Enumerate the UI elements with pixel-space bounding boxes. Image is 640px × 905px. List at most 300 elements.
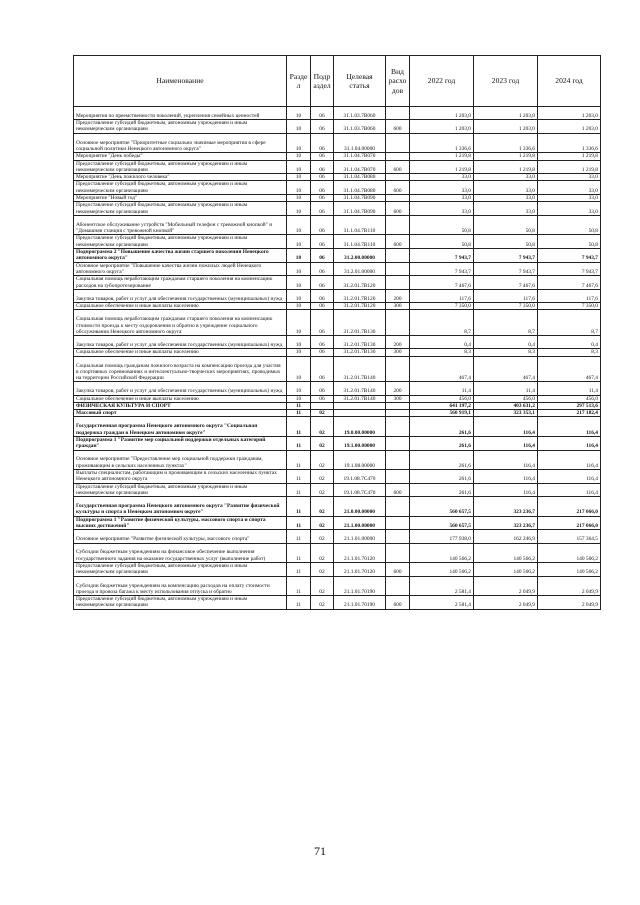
row-podrazdel-cell: 06 — [311, 349, 334, 356]
row-2022-cell: 50,8 — [410, 235, 474, 249]
row-target-cell: 31.2.01.7В130 — [334, 349, 386, 356]
row-2022-cell: 560 657,5 — [410, 497, 474, 517]
row-target-cell: 21.1.00.00000 — [334, 516, 386, 530]
row-target-cell: 21.1.01.70190 — [334, 596, 386, 610]
row-target-cell: 21.1.01.00000 — [334, 530, 386, 543]
row-vid-cell — [386, 402, 410, 409]
row-podrazdel-cell: 06 — [311, 181, 334, 195]
row-vid-cell: 200 — [386, 336, 410, 349]
row-2024-cell: 116,4 — [538, 450, 601, 470]
row-2023-cell: 162 246,9 — [474, 530, 538, 543]
header-2023: 2023 год — [474, 56, 538, 107]
row-target-cell: 19.1.08.00000 — [334, 450, 386, 470]
row-vid-cell — [386, 107, 410, 120]
row-name-cell: Подпрограмма 2 "Повышение качества жизни старшего поколения Ненецкого автономного округа" — [74, 249, 287, 263]
row-2022-cell: 1 219,8 — [410, 160, 474, 174]
row-vid-cell: 200 — [386, 289, 410, 302]
row-target-cell: 31.1.03.7В060 — [334, 120, 386, 134]
row-target-cell: 21.1.01.70120 — [334, 543, 386, 563]
row-target-cell: 19.0.00.00000 — [334, 417, 386, 437]
row-name-cell: Социальная помощь гражданам пожилого возраста на компенсацию проезда для участия в спортивных соревнованиях и интеллектуально-творческих мероприятиях, проводимых на территории Российской Федерации — [74, 356, 287, 382]
row-2023-cell: 8,3 — [474, 349, 538, 356]
row-vid-cell — [386, 310, 410, 336]
row-2023-cell: 403 631,2 — [474, 402, 538, 409]
row-vid-cell — [386, 249, 410, 263]
row-name-cell: Предоставление субсидий бюджетным, автономным учреждениям и иным некоммерческим организациям — [74, 160, 287, 174]
row-vid-cell: 600 — [386, 563, 410, 577]
row-2023-cell: 323 236,7 — [474, 497, 538, 517]
table-row — [74, 497, 601, 517]
row-podrazdel-cell: 06 — [311, 289, 334, 302]
row-podrazdel-cell: 06 — [311, 120, 334, 134]
row-podrazdel-cell: 02 — [311, 516, 334, 530]
row-2024-cell: 456,0 — [538, 395, 601, 402]
row-2024-cell: 33,0 — [538, 174, 601, 181]
row-2023-cell: 50,8 — [474, 215, 538, 235]
table-row — [74, 107, 601, 120]
row-2023-cell: 116,4 — [474, 470, 538, 484]
row-razdel-cell: 10 — [287, 382, 311, 395]
row-2022-cell: 261,6 — [410, 417, 474, 437]
row-name-cell: Абонентское обслуживание устройств "Мобильный телефон с тревожной кнопкой" и "Домашняя станция с тревожной кнопкой" — [74, 215, 287, 235]
row-podrazdel-cell: 06 — [311, 235, 334, 249]
row-target-cell — [334, 402, 386, 409]
header-target: Целевая статья — [334, 56, 386, 107]
row-podrazdel-cell: 06 — [311, 195, 334, 202]
row-2022-cell: 261,6 — [410, 450, 474, 470]
table-row — [74, 356, 601, 382]
table-row — [74, 303, 601, 310]
row-2023-cell: 33,0 — [474, 195, 538, 202]
row-razdel-cell: 10 — [287, 289, 311, 302]
table-row — [74, 215, 601, 235]
row-name-cell: ФИЗИЧЕСКАЯ КУЛЬТУРА И СПОРТ — [74, 402, 287, 409]
row-podrazdel-cell: 06 — [311, 262, 334, 276]
row-target-cell: 31.1.04.7В090 — [334, 195, 386, 202]
row-razdel-cell: 11 — [287, 530, 311, 543]
row-razdel-cell: 10 — [287, 249, 311, 263]
row-2022-cell: 467,4 — [410, 356, 474, 382]
row-name-cell: Социальная помощь неработающим гражданам старшего поколения на компенсацию расходов на зубопротезирование — [74, 276, 287, 290]
row-name-cell: Государственная программа Ненецкого автономного округа "Социальная поддержка граждан в Ненецком автономном округе" — [74, 417, 287, 437]
row-2022-cell: 7 943,7 — [410, 249, 474, 263]
row-name-cell: Государственная программа Ненецкого автономного округа "Развитие физической культуры и спорта в Ненецком автономном округе" — [74, 497, 287, 517]
row-name-cell: Социальное обеспечение и иные выплаты населению — [74, 349, 287, 356]
table-row — [74, 436, 601, 450]
header-2024: 2024 год — [538, 56, 601, 107]
row-name-cell: Мероприятие "День победы" — [74, 153, 287, 160]
row-podrazdel-cell: 06 — [311, 310, 334, 336]
row-2022-cell: 11,4 — [410, 382, 474, 395]
row-name-cell: Предоставление субсидий бюджетным, автономным учреждениям и иным некоммерческим организациям — [74, 202, 287, 216]
row-2024-cell: 50,8 — [538, 235, 601, 249]
row-2023-cell: 116,4 — [474, 417, 538, 437]
row-2022-cell: 0,4 — [410, 336, 474, 349]
row-razdel-cell: 10 — [287, 276, 311, 290]
row-2024-cell: 1 219,8 — [538, 153, 601, 160]
table-row — [74, 174, 601, 181]
row-vid-cell: 600 — [386, 120, 410, 134]
row-2023-cell: 467,4 — [474, 356, 538, 382]
row-2024-cell: 116,4 — [538, 417, 601, 437]
row-2022-cell: 7 350,0 — [410, 303, 474, 310]
row-vid-cell: 600 — [386, 235, 410, 249]
row-2024-cell: 2 049,9 — [538, 576, 601, 596]
row-target-cell: 21.0.00.00000 — [334, 497, 386, 517]
row-target-cell: 31.2.01.7В120 — [334, 276, 386, 290]
row-podrazdel-cell: 02 — [311, 417, 334, 437]
row-podrazdel-cell: 06 — [311, 153, 334, 160]
table-row — [74, 563, 601, 577]
row-razdel-cell: 10 — [287, 215, 311, 235]
row-2023-cell: 2 049,9 — [474, 596, 538, 610]
row-2022-cell: 560 919,1 — [410, 410, 474, 417]
row-podrazdel-cell: 06 — [311, 276, 334, 290]
row-podrazdel-cell: 06 — [311, 174, 334, 181]
row-name-cell: Основное мероприятие "Развитие физической культуры, массового спорта" — [74, 530, 287, 543]
row-vid-cell — [386, 174, 410, 181]
row-2022-cell: 1 203,0 — [410, 120, 474, 134]
row-2024-cell: 8,3 — [538, 349, 601, 356]
row-razdel-cell: 10 — [287, 195, 311, 202]
row-2023-cell: 1 203,0 — [474, 107, 538, 120]
row-2023-cell: 116,4 — [474, 483, 538, 497]
row-razdel-cell: 11 — [287, 402, 311, 409]
row-2022-cell: 2 581,4 — [410, 576, 474, 596]
row-target-cell: 31.1.04.7В080 — [334, 174, 386, 181]
row-name-cell: Предоставление субсидий бюджетным, автономным учреждениям и иным некоммерческим организациям — [74, 596, 287, 610]
row-2022-cell: 2 581,4 — [410, 596, 474, 610]
row-razdel-cell: 11 — [287, 436, 311, 450]
row-target-cell: 21.1.01.70120 — [334, 563, 386, 577]
row-2022-cell: 560 657,5 — [410, 516, 474, 530]
row-podrazdel-cell: 02 — [311, 470, 334, 484]
row-target-cell: 31.1.04.00000 — [334, 133, 386, 153]
row-razdel-cell: 10 — [287, 235, 311, 249]
row-2022-cell: 261,6 — [410, 436, 474, 450]
budget-table — [73, 55, 601, 610]
row-2024-cell: 7 943,7 — [538, 249, 601, 263]
row-name-cell: Предоставление субсидий бюджетным, автономным учреждениям и иным некоммерческим организациям — [74, 563, 287, 577]
row-razdel-cell: 10 — [287, 133, 311, 153]
row-2023-cell: 7 943,7 — [474, 249, 538, 263]
row-podrazdel-cell: 06 — [311, 107, 334, 120]
table-row — [74, 516, 601, 530]
row-2024-cell: 116,4 — [538, 483, 601, 497]
row-2022-cell: 140 566,2 — [410, 563, 474, 577]
row-target-cell: 31.1.04.7В070 — [334, 160, 386, 174]
row-razdel-cell: 11 — [287, 543, 311, 563]
page-number: 71 — [314, 844, 326, 858]
row-2024-cell: 0,4 — [538, 336, 601, 349]
row-razdel-cell: 10 — [287, 356, 311, 382]
row-razdel-cell: 10 — [287, 310, 311, 336]
table-row — [74, 395, 601, 402]
row-razdel-cell: 10 — [287, 303, 311, 310]
row-2023-cell: 1 203,0 — [474, 120, 538, 134]
row-target-cell: 31.1.04.7В070 — [334, 153, 386, 160]
row-razdel-cell: 11 — [287, 596, 311, 610]
row-vid-cell — [386, 262, 410, 276]
table-row — [74, 181, 601, 195]
row-2024-cell: 50,8 — [538, 215, 601, 235]
row-2024-cell: 11,4 — [538, 382, 601, 395]
table-row — [74, 349, 601, 356]
row-2024-cell: 116,4 — [538, 436, 601, 450]
row-target-cell: 19.1.08.7С470 — [334, 470, 386, 484]
table-row — [74, 202, 601, 216]
row-name-cell: Предоставление субсидий бюджетным, автономным учреждениям и иным некоммерческим организациям — [74, 235, 287, 249]
row-2022-cell: 33,0 — [410, 202, 474, 216]
row-razdel-cell: 10 — [287, 181, 311, 195]
row-2024-cell: 8,7 — [538, 310, 601, 336]
row-razdel-cell: 11 — [287, 497, 311, 517]
row-vid-cell — [386, 516, 410, 530]
row-target-cell: 31.1.04.7В110 — [334, 235, 386, 249]
row-target-cell: 31.1.04.7В080 — [334, 181, 386, 195]
row-2024-cell: 1 203,0 — [538, 107, 601, 120]
row-name-cell: Социальное обеспечение и иные выплаты населению — [74, 395, 287, 402]
row-2022-cell: 8,3 — [410, 349, 474, 356]
row-razdel-cell: 10 — [287, 160, 311, 174]
row-name-cell: Социальная помощь неработающим гражданам старшего поколения на компенсацию стоимости проезда к месту оздоровления и обратно в учреждение социального обслуживания Ненецкого автономного округа — [74, 310, 287, 336]
row-vid-cell: 300 — [386, 349, 410, 356]
header-razdel: Раздел — [287, 56, 311, 107]
row-2024-cell: 2 049,9 — [538, 596, 601, 610]
row-razdel-cell: 11 — [287, 483, 311, 497]
header-vid: Вид расходов — [386, 56, 410, 107]
row-2022-cell: 33,0 — [410, 195, 474, 202]
row-2023-cell: 7 350,0 — [474, 303, 538, 310]
table-row — [74, 262, 601, 276]
row-2022-cell: 33,0 — [410, 181, 474, 195]
row-2024-cell: 297 513,6 — [538, 402, 601, 409]
table-row — [74, 530, 601, 543]
row-target-cell: 31.1.03.7В060 — [334, 107, 386, 120]
row-2022-cell: 456,0 — [410, 395, 474, 402]
row-2024-cell: 217 066,0 — [538, 516, 601, 530]
row-target-cell: 31.2.01.7В130 — [334, 336, 386, 349]
row-name-cell: Закупка товаров, работ и услуг для обеспечения государственных (муниципальных) нужд — [74, 289, 287, 302]
table-row — [74, 417, 601, 437]
row-podrazdel-cell — [311, 402, 334, 409]
row-2024-cell: 1 219,8 — [538, 160, 601, 174]
row-2023-cell: 1 219,8 — [474, 153, 538, 160]
row-2023-cell: 116,4 — [474, 436, 538, 450]
table-row — [74, 235, 601, 249]
row-vid-cell — [386, 576, 410, 596]
row-name-cell: Социальное обеспечение и иные выплаты населению — [74, 303, 287, 310]
row-podrazdel-cell: 06 — [311, 395, 334, 402]
row-vid-cell — [386, 215, 410, 235]
row-target-cell: 31.2.00.00000 — [334, 249, 386, 263]
table-row — [74, 483, 601, 497]
row-vid-cell: 300 — [386, 395, 410, 402]
row-name-cell: Подпрограмма 1 "Развитие мер социальной поддержки отдельных категорий граждан" — [74, 436, 287, 450]
row-2023-cell: 33,0 — [474, 202, 538, 216]
row-vid-cell: 600 — [386, 202, 410, 216]
row-2024-cell: 117,6 — [538, 289, 601, 302]
table-row — [74, 276, 601, 290]
row-2023-cell: 117,6 — [474, 289, 538, 302]
table-row — [74, 470, 601, 484]
row-vid-cell — [386, 436, 410, 450]
table-row — [74, 576, 601, 596]
row-2022-cell: 33,0 — [410, 174, 474, 181]
row-vid-cell: 600 — [386, 181, 410, 195]
row-podrazdel-cell: 06 — [311, 303, 334, 310]
row-vid-cell — [386, 153, 410, 160]
row-target-cell: 31.1.04.7В110 — [334, 215, 386, 235]
row-2023-cell: 116,4 — [474, 450, 538, 470]
row-target-cell: 31.2.01.7В140 — [334, 395, 386, 402]
row-podrazdel-cell: 06 — [311, 336, 334, 349]
row-razdel-cell: 11 — [287, 410, 311, 417]
row-2023-cell: 323 353,1 — [474, 410, 538, 417]
row-vid-cell: 600 — [386, 596, 410, 610]
table-header-row — [74, 56, 601, 107]
row-2023-cell: 2 049,9 — [474, 576, 538, 596]
table-row — [74, 450, 601, 470]
row-2022-cell: 641 197,2 — [410, 402, 474, 409]
table-row — [74, 133, 601, 153]
row-razdel-cell: 10 — [287, 395, 311, 402]
row-razdel-cell: 10 — [287, 336, 311, 349]
row-vid-cell: 600 — [386, 160, 410, 174]
row-2023-cell: 11,4 — [474, 382, 538, 395]
row-2024-cell: 33,0 — [538, 195, 601, 202]
row-target-cell: 31.2.01.00000 — [334, 262, 386, 276]
row-2024-cell: 7 943,7 — [538, 262, 601, 276]
row-vid-cell — [386, 530, 410, 543]
row-2023-cell: 323 236,7 — [474, 516, 538, 530]
row-name-cell: Мероприятие "Новый год" — [74, 195, 287, 202]
row-podrazdel-cell: 06 — [311, 202, 334, 216]
row-target-cell — [334, 410, 386, 417]
row-podrazdel-cell: 06 — [311, 382, 334, 395]
row-razdel-cell: 10 — [287, 202, 311, 216]
row-2022-cell: 7 467,6 — [410, 276, 474, 290]
row-vid-cell — [386, 356, 410, 382]
row-razdel-cell: 10 — [287, 262, 311, 276]
row-vid-cell — [386, 450, 410, 470]
row-2024-cell: 1 336,6 — [538, 133, 601, 153]
budget-table-sheet — [73, 55, 601, 610]
row-name-cell: Субсидии бюджетным учреждениям на компенсацию расходов на оплату стоимости проезда и провоза багажа к месту использования отпуска и обратно — [74, 576, 287, 596]
row-name-cell: Основное мероприятие "Приоритетные социально значимые мероприятия в сфере социальной политики Ненецкого автономного округа" — [74, 133, 287, 153]
table-row — [74, 120, 601, 134]
table-row — [74, 153, 601, 160]
row-vid-cell: 600 — [386, 483, 410, 497]
row-target-cell: 31.2.01.7В140 — [334, 382, 386, 395]
row-podrazdel-cell: 02 — [311, 596, 334, 610]
row-2022-cell: 1 219,8 — [410, 153, 474, 160]
row-target-cell: 31.1.04.7В090 — [334, 202, 386, 216]
row-2022-cell: 140 566,2 — [410, 543, 474, 563]
table-row — [74, 336, 601, 349]
row-vid-cell — [386, 417, 410, 437]
row-2024-cell: 157 364,5 — [538, 530, 601, 543]
row-2023-cell: 0,4 — [474, 336, 538, 349]
table-row — [74, 310, 601, 336]
row-razdel-cell: 11 — [287, 470, 311, 484]
table-row — [74, 160, 601, 174]
row-name-cell: Субсидии бюджетным учреждениям на финансовое обеспечение выполнения государственного задания на оказание государственных услуг (выполнение работ) — [74, 543, 287, 563]
row-name-cell: Выплаты специалистам, работающим и проживающим в сельских населенных пунктах Ненецкого автономного округа — [74, 470, 287, 484]
row-podrazdel-cell: 02 — [311, 483, 334, 497]
row-vid-cell — [386, 410, 410, 417]
row-2022-cell: 261,6 — [410, 470, 474, 484]
row-podrazdel-cell: 06 — [311, 133, 334, 153]
row-vid-cell — [386, 195, 410, 202]
row-podrazdel-cell: 02 — [311, 530, 334, 543]
table-row — [74, 249, 601, 263]
row-vid-cell — [386, 497, 410, 517]
row-2024-cell: 217 182,4 — [538, 410, 601, 417]
row-2022-cell: 1 336,6 — [410, 133, 474, 153]
table-row — [74, 596, 601, 610]
row-vid-cell — [386, 470, 410, 484]
row-razdel-cell: 10 — [287, 120, 311, 134]
row-2022-cell: 7 943,7 — [410, 262, 474, 276]
row-name-cell: Закупка товаров, работ и услуг для обеспечения государственных (муниципальных) нужд — [74, 382, 287, 395]
row-podrazdel-cell: 02 — [311, 576, 334, 596]
row-target-cell: 31.2.01.7В130 — [334, 310, 386, 336]
header-name: Наименование — [74, 56, 287, 107]
row-2022-cell: 1 203,0 — [410, 107, 474, 120]
row-2023-cell: 140 566,2 — [474, 543, 538, 563]
header-podrazdel: Подраздел — [311, 56, 334, 107]
row-2022-cell: 50,8 — [410, 215, 474, 235]
row-razdel-cell: 11 — [287, 576, 311, 596]
row-podrazdel-cell: 02 — [311, 410, 334, 417]
row-2022-cell: 261,6 — [410, 483, 474, 497]
row-podrazdel-cell: 02 — [311, 543, 334, 563]
row-target-cell: 31.2.01.7В140 — [334, 356, 386, 382]
row-razdel-cell: 10 — [287, 107, 311, 120]
row-podrazdel-cell: 06 — [311, 160, 334, 174]
row-podrazdel-cell: 06 — [311, 215, 334, 235]
row-2024-cell: 116,4 — [538, 470, 601, 484]
row-target-cell: 31.2.01.7В120 — [334, 303, 386, 310]
row-name-cell: Массовый спорт — [74, 410, 287, 417]
row-podrazdel-cell: 02 — [311, 497, 334, 517]
row-razdel-cell: 11 — [287, 563, 311, 577]
row-name-cell: Мероприятия по преемственности поколений, укрепления семейных ценностей — [74, 107, 287, 120]
row-2024-cell: 140 566,2 — [538, 543, 601, 563]
row-2024-cell: 33,0 — [538, 181, 601, 195]
row-target-cell: 19.1.08.7С470 — [334, 483, 386, 497]
row-name-cell: Основное мероприятие "Повышение качества жизни пожилых людей Ненецкого автономного округа" — [74, 262, 287, 276]
row-vid-cell — [386, 133, 410, 153]
row-2024-cell: 7 350,0 — [538, 303, 601, 310]
row-razdel-cell: 10 — [287, 174, 311, 181]
row-podrazdel-cell: 06 — [311, 249, 334, 263]
table-row — [74, 289, 601, 302]
header-2022: 2022 год — [410, 56, 474, 107]
table-row — [74, 402, 601, 409]
row-2024-cell: 7 467,6 — [538, 276, 601, 290]
row-podrazdel-cell: 02 — [311, 450, 334, 470]
table-body — [74, 107, 601, 610]
row-2023-cell: 50,8 — [474, 235, 538, 249]
row-razdel-cell: 10 — [287, 349, 311, 356]
table-row — [74, 410, 601, 417]
row-2024-cell: 1 203,0 — [538, 120, 601, 134]
row-name-cell: Предоставление субсидий бюджетным, автономным учреждениям и иным некоммерческим организациям — [74, 181, 287, 195]
row-razdel-cell: 11 — [287, 450, 311, 470]
row-2024-cell: 140 566,2 — [538, 563, 601, 577]
